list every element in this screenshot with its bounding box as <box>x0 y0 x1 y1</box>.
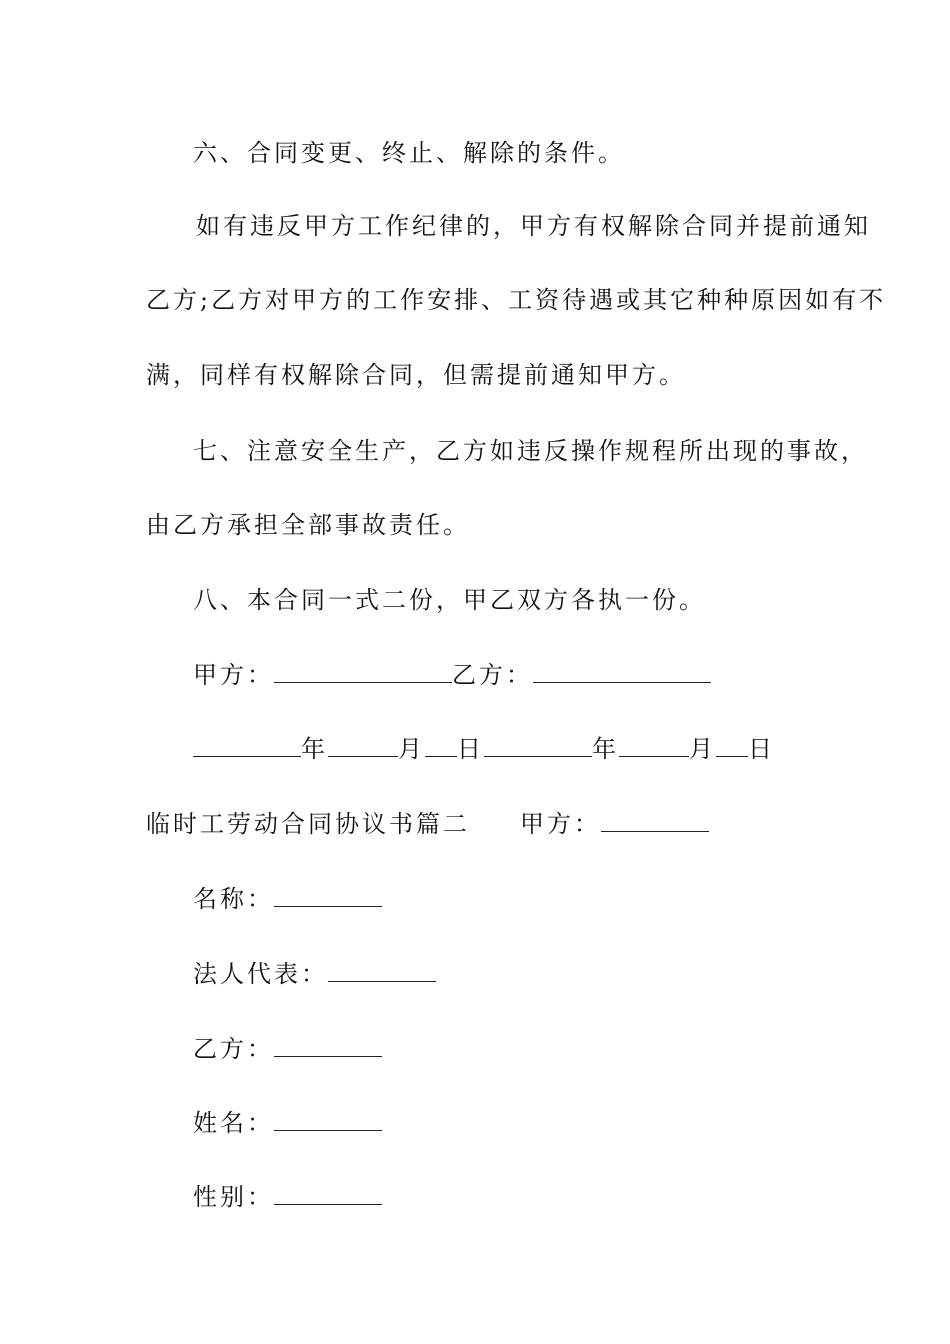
day-label-a: 日 <box>457 735 484 763</box>
clause-six-body-line2: 乙方;乙方对甲方的工作安排、工资待遇或其它种种原因如有不 <box>146 286 887 314</box>
date-row <box>193 734 775 764</box>
section2-title: 临时工劳动合同协议书篇二 <box>146 810 470 838</box>
field-name-row <box>193 884 382 914</box>
day-blank-a <box>425 734 457 757</box>
party-a-label: 甲方： <box>193 661 274 689</box>
field-name-label: 名称： <box>193 885 274 913</box>
clause-six-body-line1: 如有违反甲方工作纪律的，甲方有权解除合同并提前通知 <box>196 212 871 240</box>
clause-six: 六、合同变更、终止、解除的条件。 <box>193 139 625 167</box>
field-legal-rep-label: 法人代表： <box>193 960 328 988</box>
month-label-b: 月 <box>689 735 716 763</box>
month-label-a: 月 <box>398 735 425 763</box>
clause-eight: 八、本合同一式二份，甲乙双方各执一份。 <box>193 586 706 614</box>
field-party-b-blank <box>274 1034 382 1057</box>
day-blank-b <box>716 734 748 757</box>
section2-party-a-blank <box>601 809 709 832</box>
section2-title-row <box>146 809 709 839</box>
field-person-name-row <box>193 1108 382 1138</box>
year-blank-a <box>193 734 301 757</box>
field-name-blank <box>274 884 382 907</box>
clause-six-body-line3: 满，同样有权解除合同，但需提前通知甲方。 <box>146 361 686 389</box>
day-label-b: 日 <box>748 735 775 763</box>
field-person-name-label: 姓名： <box>193 1109 274 1137</box>
clause-seven-line1: 七、注意安全生产，乙方如违反操作规程所出现的事故， <box>193 437 868 465</box>
year-label-a: 年 <box>301 735 328 763</box>
field-legal-rep-blank <box>328 959 436 982</box>
field-gender-row <box>193 1182 382 1212</box>
party-a-signature-blank <box>274 660 452 683</box>
field-party-b-row <box>193 1034 382 1064</box>
year-label-b: 年 <box>592 735 619 763</box>
year-blank-b <box>484 734 592 757</box>
clause-seven-line2: 由乙方承担全部事故责任。 <box>146 511 470 539</box>
month-blank-a <box>328 734 398 757</box>
field-gender-blank <box>274 1182 382 1205</box>
field-gender-label: 性别： <box>193 1183 274 1211</box>
party-b-label: 乙方： <box>452 661 533 689</box>
field-person-name-blank <box>274 1108 382 1131</box>
month-blank-b <box>619 734 689 757</box>
field-legal-rep-row <box>193 959 436 989</box>
field-party-b-label: 乙方： <box>193 1035 274 1063</box>
signature-row <box>193 660 711 690</box>
party-b-signature-blank <box>533 660 711 683</box>
section2-party-a-label: 甲方： <box>520 810 601 838</box>
